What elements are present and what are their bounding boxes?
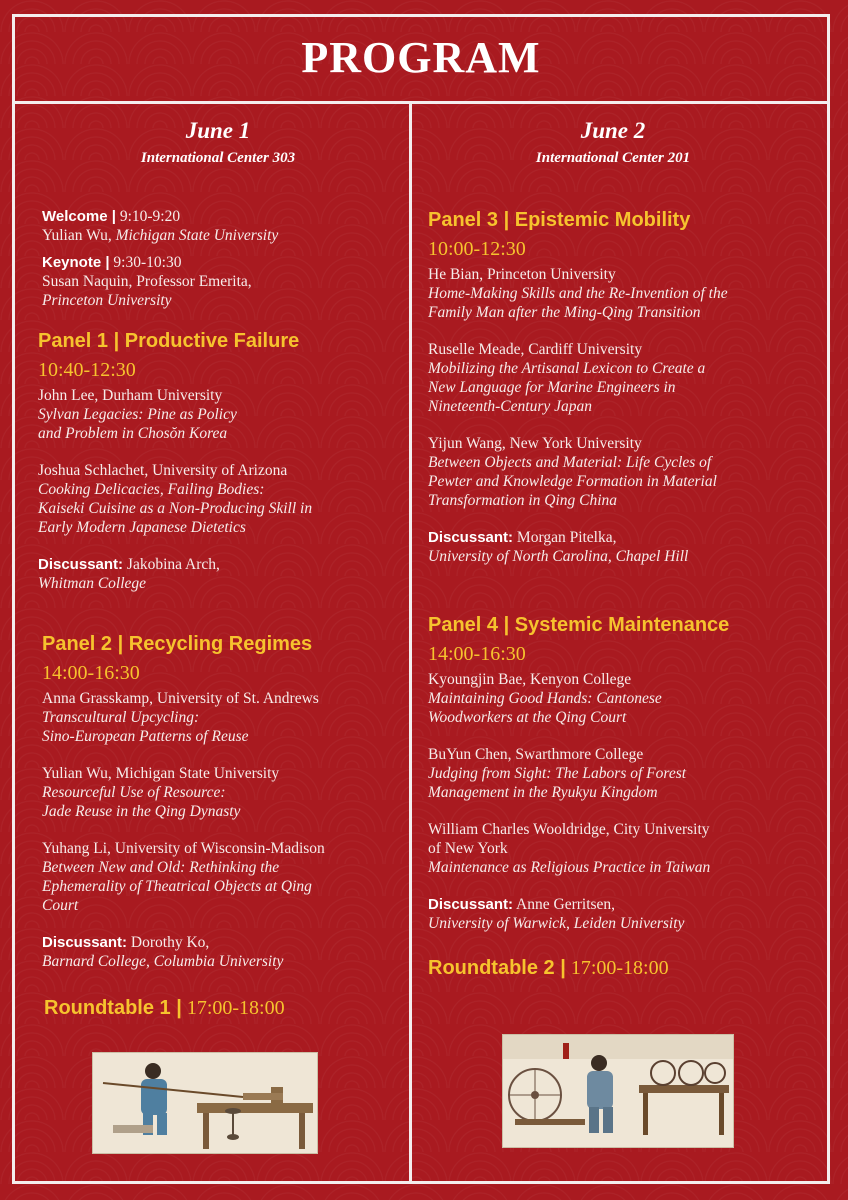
talk-title: Home-Making Skills and the Re-Invention of the xyxy=(428,285,728,302)
panel2-talk2 xyxy=(42,764,398,821)
panel2 xyxy=(42,633,398,971)
panel4-title: Panel 4 | Systemic Maintenance xyxy=(428,614,730,636)
discussant-label: Discussant: xyxy=(42,934,128,951)
welcome-label: Welcome | xyxy=(42,208,116,225)
panel1 xyxy=(38,330,398,593)
discussant-name: Anne Gerritsen, xyxy=(513,896,616,913)
roundtable2-time: 17:00-18:00 xyxy=(565,957,669,979)
panel1-title: Panel 1 | Productive Failure xyxy=(38,330,300,352)
talk-speaker: Joshua Schlachet, University of Arizona xyxy=(38,462,288,479)
talk-title: New Language for Marine Engineers in xyxy=(428,379,676,396)
discussant-label: Discussant: xyxy=(428,529,514,546)
panel1-talk1 xyxy=(38,386,398,443)
talk-speaker: John Lee, Durham University xyxy=(38,387,223,404)
talk-speaker: Anna Grasskamp, University of St. Andrews xyxy=(42,690,319,707)
day2-title: June 2 xyxy=(580,118,646,143)
discussant-affil: Whitman College xyxy=(38,575,147,592)
discussant-affil: Barnard College, Columbia University xyxy=(42,953,284,970)
keynote-affil: Princeton University xyxy=(42,292,172,309)
keynote-label: Keynote | xyxy=(42,254,110,271)
discussant-label: Discussant: xyxy=(428,896,514,913)
day1-header xyxy=(38,118,398,167)
talk-speaker: William Charles Wooldridge, City University xyxy=(428,821,710,838)
spinning-wheel-illustration xyxy=(502,1034,734,1148)
talk-speaker: of New York xyxy=(428,840,508,857)
talk-speaker: Yijun Wang, New York University xyxy=(428,435,642,452)
talk-speaker: Kyoungjin Bae, Kenyon College xyxy=(428,671,632,688)
panel3-title: Panel 3 | Epistemic Mobility xyxy=(428,209,691,231)
talk-speaker: BuYun Chen, Swarthmore College xyxy=(428,746,644,763)
keynote-time: 9:30-10:30 xyxy=(109,254,182,271)
talk-title: Pewter and Knowledge Formation in Material xyxy=(428,473,717,490)
talk-title: Kaiseki Cuisine as a Non-Producing Skill in xyxy=(38,500,313,517)
spinning-wheel-drawing xyxy=(503,1035,734,1148)
panel1-time: 10:40-12:30 xyxy=(38,359,136,381)
talk-title: Nineteenth-Century Japan xyxy=(428,398,592,415)
keynote-speaker: Susan Naquin, Professor Emerita, xyxy=(42,273,252,290)
panel4 xyxy=(428,614,818,933)
panel4-talk1 xyxy=(428,670,818,727)
talk-title: Maintaining Good Hands: Cantonese xyxy=(428,690,662,707)
panel2-time: 14:00-16:30 xyxy=(42,662,140,684)
panel4-discussant xyxy=(428,895,818,933)
talk-title: and Problem in Chosŏn Korea xyxy=(38,425,228,442)
welcome-entry xyxy=(42,207,398,245)
talk-speaker: He Bian, Princeton University xyxy=(428,266,616,283)
talk-title: Cooking Delicacies, Failing Bodies: xyxy=(38,481,265,498)
panel2-talk1 xyxy=(42,689,398,746)
roundtable2 xyxy=(428,957,818,980)
day1-room: International Center 303 xyxy=(140,150,296,166)
panel3-time: 10:00-12:30 xyxy=(428,238,526,260)
discussant-label: Discussant: xyxy=(38,556,124,573)
talk-title: Between Objects and Material: Life Cycles of xyxy=(428,454,712,471)
panel1-talk2 xyxy=(38,461,398,537)
talk-speaker: Ruselle Meade, Cardiff University xyxy=(428,341,643,358)
talk-title: Between New and Old: Rethinking the xyxy=(42,859,280,876)
talk-title: Jade Reuse in the Qing Dynasty xyxy=(42,803,241,820)
talk-title: Transcultural Upcycling: xyxy=(42,709,200,726)
roundtable1 xyxy=(44,997,398,1020)
talk-title: Family Man after the Ming-Qing Transition xyxy=(428,304,701,321)
discussant-affil: University of Warwick, Leiden University xyxy=(428,915,685,932)
talk-title: Sylvan Legacies: Pine as Policy xyxy=(38,406,237,423)
talk-title: Ephemerality of Theatrical Objects at Qing xyxy=(42,878,312,895)
welcome-time: 9:10-9:20 xyxy=(115,208,181,225)
talk-speaker: Yulian Wu, Michigan State University xyxy=(42,765,280,782)
discussant-name: Dorothy Ko, xyxy=(127,934,210,951)
lathe-worker-illustration xyxy=(92,1052,318,1154)
panel2-talk3 xyxy=(42,839,398,915)
panel4-talk3 xyxy=(428,820,818,877)
panel3 xyxy=(428,209,818,566)
talk-title: Resourceful Use of Resource: xyxy=(42,784,226,801)
discussant-name: Morgan Pitelka, xyxy=(513,529,617,546)
day1-column xyxy=(38,118,398,1020)
talk-title: Judging from Sight: The Labors of Forest xyxy=(428,765,687,782)
talk-title: Management in the Ryukyu Kingdom xyxy=(428,784,658,801)
panel4-time: 14:00-16:30 xyxy=(428,643,526,665)
day2-header xyxy=(408,118,818,167)
discussant-name: Jakobina Arch, xyxy=(123,556,220,573)
page-title: PROGRAM xyxy=(301,33,541,82)
column-divider xyxy=(409,104,412,1184)
discussant-affil: University of North Carolina, Chapel Hill xyxy=(428,548,689,565)
header xyxy=(12,14,830,104)
day1-title: June 1 xyxy=(185,118,251,143)
talk-title: Sino-European Patterns of Reuse xyxy=(42,728,249,745)
panel1-discussant xyxy=(38,555,398,593)
talk-title: Court xyxy=(42,897,79,914)
panel3-talk3 xyxy=(428,434,818,510)
roundtable1-time: 17:00-18:00 xyxy=(181,997,285,1019)
keynote-entry xyxy=(42,253,398,310)
roundtable1-label: Roundtable 1 | xyxy=(44,997,182,1019)
welcome-person: Yulian Wu, xyxy=(42,227,116,244)
panel2-title: Panel 2 | Recycling Regimes xyxy=(42,633,313,655)
lathe-worker-drawing xyxy=(93,1053,318,1154)
welcome-affil: Michigan State University xyxy=(115,227,279,244)
day2-room: International Center 201 xyxy=(535,150,691,166)
talk-title: Maintenance as Religious Practice in Taiwan xyxy=(428,859,711,876)
day2-column xyxy=(428,118,818,980)
panel3-talk2 xyxy=(428,340,818,416)
panel4-talk2 xyxy=(428,745,818,802)
talk-speaker: Yuhang Li, University of Wisconsin-Madison xyxy=(42,840,325,857)
talk-title: Transformation in Qing China xyxy=(428,492,618,509)
panel3-discussant xyxy=(428,528,818,566)
roundtable2-label: Roundtable 2 | xyxy=(428,957,566,979)
talk-title: Mobilizing the Artisanal Lexicon to Create a xyxy=(428,360,706,377)
panel3-talk1 xyxy=(428,265,818,322)
talk-title: Early Modern Japanese Dietetics xyxy=(38,519,246,536)
talk-title: Woodworkers at the Qing Court xyxy=(428,709,627,726)
panel2-discussant xyxy=(42,933,398,971)
